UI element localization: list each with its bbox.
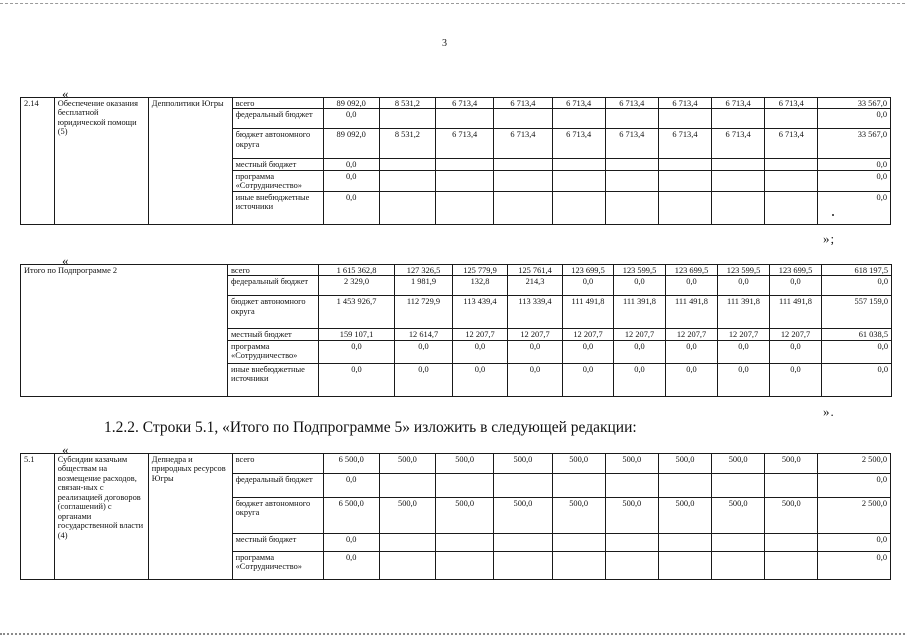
year-value-cell: 0,0 xyxy=(453,340,508,363)
year-value-cell xyxy=(712,552,765,580)
period-total-cell: 557 159,0 xyxy=(822,296,892,329)
year-value-cell: 113 439,4 xyxy=(453,296,508,329)
year-value-cell: 0,0 xyxy=(666,340,718,363)
row-name-cell: Обеспечение оказания бесплатной юридической помощи (5) xyxy=(54,98,148,225)
stray-dot xyxy=(832,214,834,216)
year-value-cell: 500,0 xyxy=(658,454,711,474)
year-value-cell xyxy=(436,552,494,580)
funding-source-label: федеральный бюджет xyxy=(232,474,323,498)
year-value-cell: 0,0 xyxy=(718,340,770,363)
year-value-cell: 0,0 xyxy=(666,363,718,396)
year-value-cell xyxy=(494,191,552,224)
year-value-cell xyxy=(494,552,552,580)
year-value-cell: 12 207,7 xyxy=(453,329,508,340)
table-row-5-1 xyxy=(20,453,891,580)
period-total-cell: 0,0 xyxy=(818,534,891,552)
year-value-cell: 0,0 xyxy=(614,276,666,296)
year-value-cell xyxy=(494,474,552,498)
funding-source-label: всего xyxy=(232,454,323,474)
year-value-cell: 125 779,9 xyxy=(453,265,508,276)
year-value-cell xyxy=(605,534,658,552)
year-value-cell: 111 391,8 xyxy=(718,296,770,329)
year-value-cell: 214,3 xyxy=(508,276,563,296)
year-value-cell: 12 207,7 xyxy=(614,329,666,340)
year-value-cell: 500,0 xyxy=(765,454,818,474)
funding-source-label: местный бюджет xyxy=(232,159,323,170)
year-value-cell: 500,0 xyxy=(765,498,818,534)
funding-source-label: местный бюджет xyxy=(228,329,319,340)
year-value-cell xyxy=(765,170,818,191)
period-total-cell: 33 567,0 xyxy=(818,129,891,159)
year-value-cell xyxy=(605,474,658,498)
year-value-cell: 8 531,2 xyxy=(379,129,435,159)
year-value-cell: 123 699,5 xyxy=(666,265,718,276)
year-value-cell xyxy=(436,109,494,129)
amendment-instruction: 1.2.2. Строки 5.1, «Итого по Подпрограмме 5» изложить в следующей редакции: xyxy=(104,419,637,436)
year-value-cell: 500,0 xyxy=(379,498,435,534)
closing-quote-semicolon: »; xyxy=(823,231,836,246)
year-value-cell xyxy=(765,534,818,552)
year-value-cell: 123 699,5 xyxy=(770,265,822,276)
year-value-cell: 6 713,4 xyxy=(552,129,605,159)
period-total-cell: 618 197,5 xyxy=(822,265,892,276)
year-value-cell: 12 207,7 xyxy=(508,329,563,340)
year-value-cell: 500,0 xyxy=(379,454,435,474)
year-value-cell xyxy=(658,552,711,580)
page-top-edge xyxy=(0,3,905,4)
year-value-cell xyxy=(436,191,494,224)
total-value-cell: 1 615 362,8 xyxy=(319,265,395,276)
opening-quote-3: « xyxy=(62,442,69,457)
funding-source-label: федеральный бюджет xyxy=(232,109,323,129)
opening-quote-2: « xyxy=(62,253,69,268)
year-value-cell: 1 981,9 xyxy=(395,276,453,296)
year-value-cell: 500,0 xyxy=(658,498,711,534)
year-value-cell: 6 713,4 xyxy=(552,98,605,109)
period-total-cell: 0,0 xyxy=(818,552,891,580)
year-value-cell: 0,0 xyxy=(395,363,453,396)
year-value-cell: 500,0 xyxy=(436,454,494,474)
year-value-cell xyxy=(658,170,711,191)
year-value-cell: 6 713,4 xyxy=(658,129,711,159)
year-value-cell: 6 713,4 xyxy=(494,129,552,159)
funding-source-label: программа «Сотрудничество» xyxy=(228,340,319,363)
table-row xyxy=(21,98,891,109)
year-value-cell xyxy=(436,170,494,191)
total-value-cell: 1 453 926,7 xyxy=(319,296,395,329)
year-value-cell: 0,0 xyxy=(508,363,563,396)
funding-source-label: всего xyxy=(232,98,323,109)
year-value-cell: 125 761,4 xyxy=(508,265,563,276)
year-value-cell xyxy=(712,109,765,129)
year-value-cell: 12 207,7 xyxy=(718,329,770,340)
total-value-cell: 0,0 xyxy=(323,109,379,129)
funding-source-label: иные внебюджетные источники xyxy=(228,363,319,396)
year-value-cell: 0,0 xyxy=(718,276,770,296)
year-value-cell: 113 339,4 xyxy=(508,296,563,329)
total-value-cell: 0,0 xyxy=(323,552,379,580)
year-value-cell xyxy=(712,159,765,170)
year-value-cell: 6 713,4 xyxy=(765,129,818,159)
year-value-cell xyxy=(379,191,435,224)
page-bottom-edge xyxy=(0,633,905,635)
executor-cell: Депнедра и природных ресурсов Югры xyxy=(148,454,232,580)
year-value-cell: 0,0 xyxy=(770,276,822,296)
year-value-cell xyxy=(379,159,435,170)
funding-source-label: местный бюджет xyxy=(232,534,323,552)
year-value-cell: 0,0 xyxy=(666,276,718,296)
year-value-cell: 0,0 xyxy=(614,340,666,363)
total-value-cell: 89 092,0 xyxy=(323,98,379,109)
funding-source-label: программа «Сотрудничество» xyxy=(232,170,323,191)
table-row-2-14 xyxy=(20,97,891,225)
year-value-cell xyxy=(765,474,818,498)
year-value-cell: 500,0 xyxy=(712,498,765,534)
total-value-cell: 0,0 xyxy=(323,159,379,170)
period-total-cell: 0,0 xyxy=(822,276,892,296)
year-value-cell: 0,0 xyxy=(563,276,614,296)
year-value-cell: 6 713,4 xyxy=(494,98,552,109)
year-value-cell: 0,0 xyxy=(718,363,770,396)
year-value-cell xyxy=(658,109,711,129)
period-total-cell: 0,0 xyxy=(818,159,891,170)
year-value-cell: 0,0 xyxy=(770,363,822,396)
year-value-cell xyxy=(552,474,605,498)
year-value-cell: 132,8 xyxy=(453,276,508,296)
year-value-cell xyxy=(712,170,765,191)
year-value-cell: 6 713,4 xyxy=(712,98,765,109)
year-value-cell: 123 699,5 xyxy=(563,265,614,276)
period-total-cell: 33 567,0 xyxy=(818,98,891,109)
year-value-cell: 500,0 xyxy=(552,498,605,534)
year-value-cell xyxy=(379,552,435,580)
year-value-cell: 111 491,8 xyxy=(563,296,614,329)
year-value-cell: 500,0 xyxy=(605,454,658,474)
year-value-cell xyxy=(379,109,435,129)
year-value-cell xyxy=(379,170,435,191)
total-value-cell: 0,0 xyxy=(323,191,379,224)
year-value-cell: 0,0 xyxy=(770,340,822,363)
year-value-cell xyxy=(494,170,552,191)
year-value-cell xyxy=(605,159,658,170)
year-value-cell: 500,0 xyxy=(436,498,494,534)
year-value-cell xyxy=(552,534,605,552)
year-value-cell xyxy=(605,552,658,580)
year-value-cell: 12 207,7 xyxy=(666,329,718,340)
total-value-cell: 6 500,0 xyxy=(323,498,379,534)
year-value-cell: 500,0 xyxy=(712,454,765,474)
row-name-cell: Итого по Подпрограмме 2 xyxy=(21,265,228,397)
year-value-cell: 123 599,5 xyxy=(614,265,666,276)
total-value-cell: 0,0 xyxy=(323,474,379,498)
total-value-cell: 89 092,0 xyxy=(323,129,379,159)
table-row xyxy=(21,265,892,276)
year-value-cell xyxy=(605,170,658,191)
closing-quote-period: ». xyxy=(823,404,835,419)
year-value-cell: 0,0 xyxy=(395,340,453,363)
year-value-cell: 500,0 xyxy=(494,454,552,474)
row-name-cell: Субсидии казачьим обществам на возмещение расходов, связан-ных с реализацией договоров (соглашений) с органами государственной власти (4) xyxy=(54,454,148,580)
year-value-cell: 6 713,4 xyxy=(436,98,494,109)
funding-source-label: бюджет автономного округа xyxy=(232,129,323,159)
year-value-cell xyxy=(712,474,765,498)
year-value-cell: 6 713,4 xyxy=(605,129,658,159)
year-value-cell xyxy=(494,159,552,170)
year-value-cell: 6 713,4 xyxy=(765,98,818,109)
year-value-cell xyxy=(436,159,494,170)
year-value-cell: 6 713,4 xyxy=(712,129,765,159)
year-value-cell xyxy=(552,170,605,191)
year-value-cell xyxy=(494,109,552,129)
period-total-cell: 0,0 xyxy=(818,474,891,498)
year-value-cell: 0,0 xyxy=(614,363,666,396)
period-total-cell: 2 500,0 xyxy=(818,498,891,534)
year-value-cell xyxy=(494,534,552,552)
opening-quote-1: « xyxy=(62,86,69,101)
year-value-cell: 0,0 xyxy=(563,363,614,396)
year-value-cell: 111 491,8 xyxy=(770,296,822,329)
row-number-cell: 5.1 xyxy=(21,454,55,580)
year-value-cell xyxy=(765,109,818,129)
year-value-cell: 0,0 xyxy=(453,363,508,396)
year-value-cell: 0,0 xyxy=(508,340,563,363)
period-total-cell: 0,0 xyxy=(822,363,892,396)
year-value-cell: 500,0 xyxy=(552,454,605,474)
year-value-cell xyxy=(712,534,765,552)
total-value-cell: 0,0 xyxy=(319,340,395,363)
year-value-cell xyxy=(436,534,494,552)
year-value-cell: 111 391,8 xyxy=(614,296,666,329)
period-total-cell: 61 038,5 xyxy=(822,329,892,340)
total-value-cell: 0,0 xyxy=(323,170,379,191)
funding-source-label: иные внебюджетные источники xyxy=(232,191,323,224)
year-value-cell xyxy=(552,109,605,129)
table-total-subprogram-2 xyxy=(20,264,892,397)
page-number: 3 xyxy=(442,38,447,49)
period-total-cell: 0,0 xyxy=(818,109,891,129)
total-value-cell: 2 329,0 xyxy=(319,276,395,296)
year-value-cell xyxy=(552,159,605,170)
funding-source-label: федеральный бюджет xyxy=(228,276,319,296)
year-value-cell xyxy=(658,191,711,224)
year-value-cell xyxy=(552,552,605,580)
year-value-cell: 12 207,7 xyxy=(563,329,614,340)
year-value-cell: 111 491,8 xyxy=(666,296,718,329)
year-value-cell: 127 326,5 xyxy=(395,265,453,276)
funding-source-label: бюджет автономного округа xyxy=(232,498,323,534)
row-number-cell: 2.14 xyxy=(21,98,55,225)
year-value-cell xyxy=(765,552,818,580)
year-value-cell xyxy=(765,159,818,170)
period-total-cell: 2 500,0 xyxy=(818,454,891,474)
total-value-cell: 6 500,0 xyxy=(323,454,379,474)
year-value-cell: 6 713,4 xyxy=(658,98,711,109)
executor-cell: Депполитики Югры xyxy=(148,98,232,225)
period-total-cell: 0,0 xyxy=(818,170,891,191)
funding-source-label: бюджет автономного округа xyxy=(228,296,319,329)
funding-source-label: программа «Сотрудничество» xyxy=(232,552,323,580)
year-value-cell xyxy=(552,191,605,224)
funding-source-label: всего xyxy=(228,265,319,276)
year-value-cell xyxy=(765,191,818,224)
year-value-cell xyxy=(658,159,711,170)
year-value-cell: 500,0 xyxy=(605,498,658,534)
year-value-cell xyxy=(379,474,435,498)
year-value-cell: 123 599,5 xyxy=(718,265,770,276)
year-value-cell: 0,0 xyxy=(563,340,614,363)
year-value-cell xyxy=(658,534,711,552)
year-value-cell xyxy=(605,191,658,224)
year-value-cell: 12 207,7 xyxy=(770,329,822,340)
year-value-cell xyxy=(658,474,711,498)
year-value-cell: 6 713,4 xyxy=(436,129,494,159)
year-value-cell: 112 729,9 xyxy=(395,296,453,329)
total-value-cell: 0,0 xyxy=(323,534,379,552)
year-value-cell: 12 614,7 xyxy=(395,329,453,340)
year-value-cell: 500,0 xyxy=(494,498,552,534)
year-value-cell xyxy=(712,191,765,224)
total-value-cell: 0,0 xyxy=(319,363,395,396)
period-total-cell: 0,0 xyxy=(822,340,892,363)
year-value-cell xyxy=(379,534,435,552)
year-value-cell xyxy=(605,109,658,129)
total-value-cell: 159 107,1 xyxy=(319,329,395,340)
table-row xyxy=(21,454,891,474)
period-total-cell: 0,0 xyxy=(818,191,891,224)
year-value-cell: 8 531,2 xyxy=(379,98,435,109)
year-value-cell: 6 713,4 xyxy=(605,98,658,109)
year-value-cell xyxy=(436,474,494,498)
